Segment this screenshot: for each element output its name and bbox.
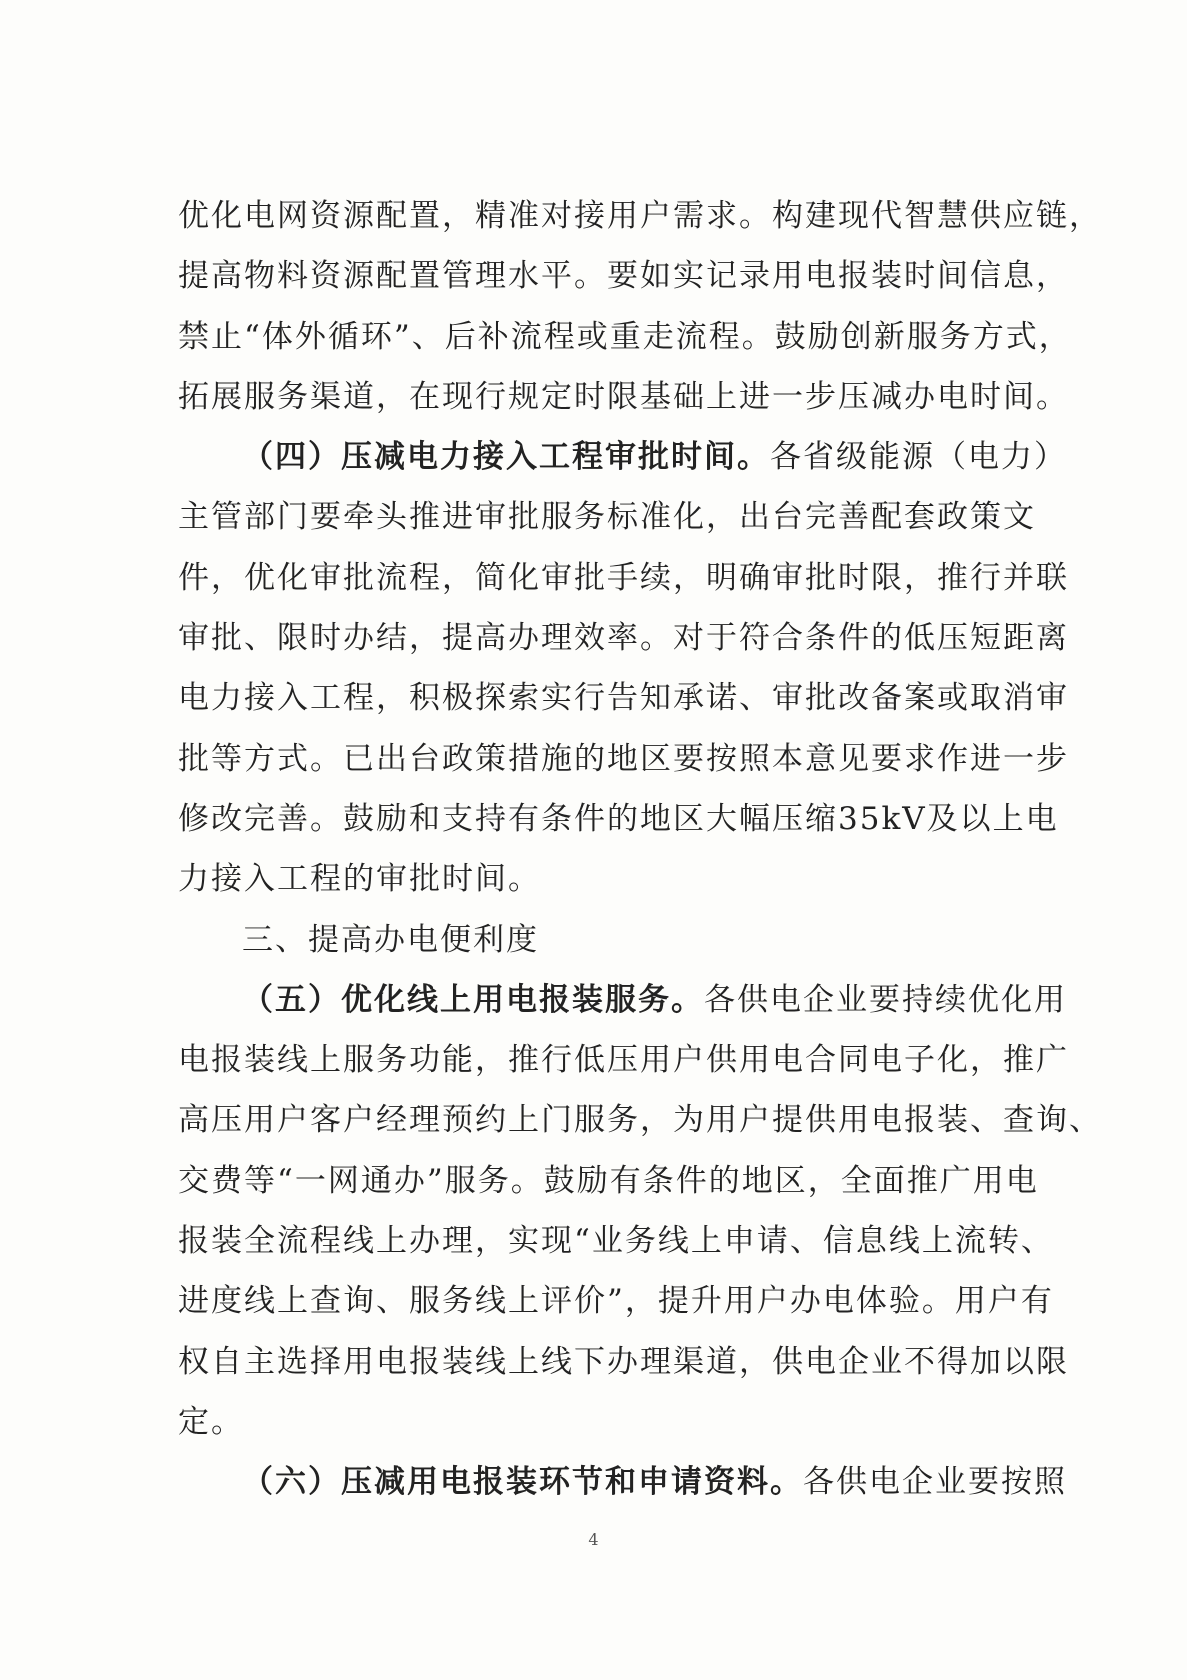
- text-line: 报装全流程线上办理，实现“业务线上申请、信息线上流转、: [178, 1223, 1054, 1260]
- paragraph-start-line: （六）压减用电报装环节和申请资料。各供电企业要按照: [242, 1464, 1067, 1501]
- text-line: 交费等“一网通办”服务。鼓励有条件的地区，全面推广用电: [178, 1162, 1039, 1199]
- text-line: 优化电网资源配置，精准对接用户需求。构建现代智慧供应链，: [178, 198, 1102, 234]
- paragraph-start-line: （五）优化线上用电报装服务。各供电企业要持续优化用: [242, 981, 1067, 1018]
- text-line: 定。: [178, 1403, 244, 1440]
- text-line: 审批、限时办结，提高办理效率。对于符合条件的低压短距离: [178, 620, 1069, 657]
- paragraph-start-line: （四）压减电力接入工程审批时间。各省级能源（电力）: [242, 439, 1067, 476]
- text-line: 禁止“体外循环”、后补流程或重走流程。鼓励创新服务方式，: [178, 318, 1072, 355]
- text-line: 电力接入工程，积极探索实行告知承诺、审批改备案或取消审: [178, 680, 1069, 717]
- subsection-heading-4: （四）压减电力接入工程审批时间。: [242, 439, 770, 476]
- text-line: 件，优化审批流程，简化审批手续，明确审批时限，推行并联: [178, 559, 1069, 596]
- text-line: 力接入工程的审批时间。: [178, 861, 541, 898]
- text-line: 拓展服务渠道，在现行规定时限基础上进一步压减办电时间。: [178, 378, 1069, 415]
- subsection-heading-5: （五）优化线上用电报装服务。: [242, 981, 704, 1018]
- subsection-heading-6: （六）压减用电报装环节和申请资料。: [242, 1464, 803, 1501]
- text-line: 权自主选择用电报装线上线下办理渠道，供电企业不得加以限: [178, 1343, 1069, 1380]
- page-number: 4: [588, 1530, 599, 1549]
- text-line: 电报装线上服务功能，推行低压用户供用电合同电子化，推广: [178, 1042, 1069, 1079]
- text-line: 批等方式。已出台政策措施的地区要按照本意见要求作进一步: [178, 740, 1069, 777]
- text-line: 进度线上查询、服务线上评价”，提升用户办电体验。用户有: [178, 1283, 1054, 1320]
- text-line: 高压用户客户经理预约上门服务，为用户提供用电报装、查询、: [178, 1102, 1102, 1139]
- text-line: 提高物料资源配置管理水平。要如实记录用电报装时间信息，: [178, 258, 1069, 295]
- section-heading-3: 三、提高办电便利度: [242, 921, 539, 958]
- text-line: 主管部门要牵头推进审批服务标准化，出台完善配套政策文: [178, 499, 1036, 536]
- document-body: [178, 186, 1102, 1513]
- text-line: 修改完善。鼓励和支持有条件的地区大幅压缩35kV及以上电: [178, 800, 1059, 837]
